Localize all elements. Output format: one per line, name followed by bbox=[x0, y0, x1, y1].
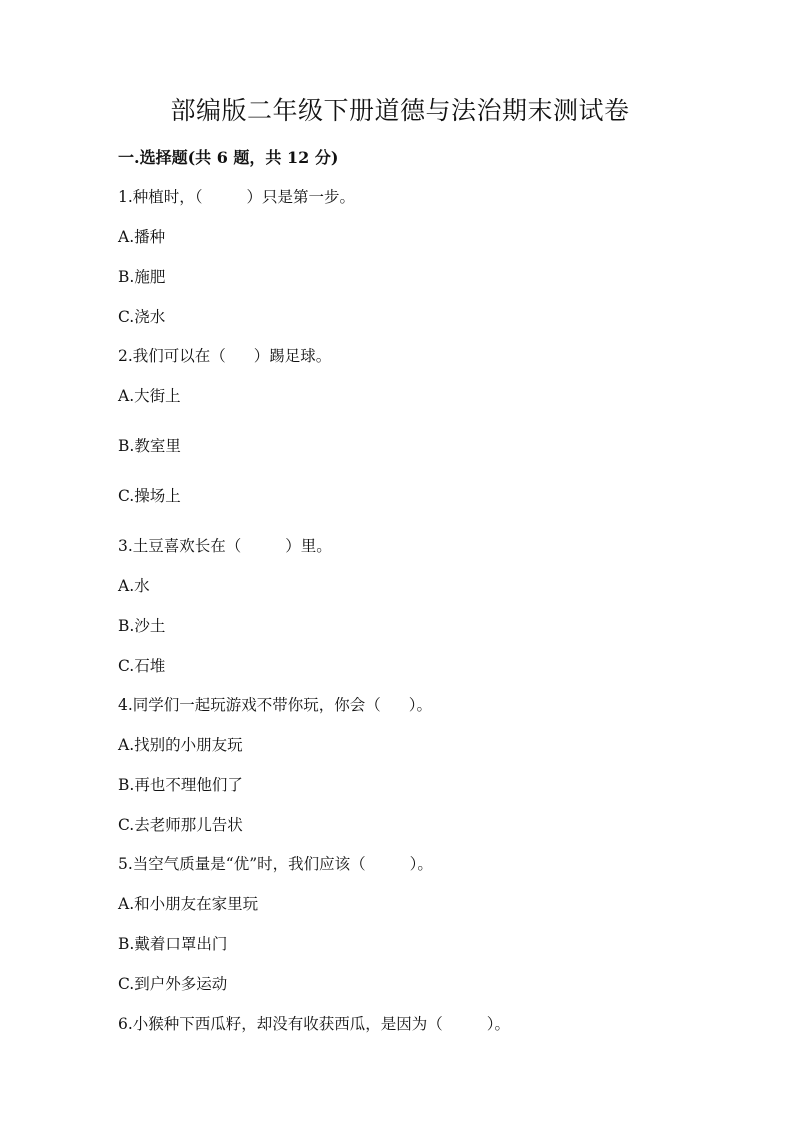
question-2-option-c: C.操场上 bbox=[118, 487, 181, 505]
section-heading: 一.选择题(共 6 题，共 12 分) bbox=[118, 148, 339, 167]
question-5-stem: 5.当空气质量是“优”时，我们应该（ ）。 bbox=[118, 855, 433, 873]
question-2-option-a: A.大街上 bbox=[118, 387, 181, 405]
question-5-option-b: B.戴着口罩出门 bbox=[118, 935, 228, 953]
question-2-stem: 2.我们可以在（ ）踢足球。 bbox=[118, 347, 332, 365]
question-2-option-b: B.教室里 bbox=[118, 437, 181, 455]
question-3-option-a: A.水 bbox=[118, 577, 150, 595]
question-4-option-c: C.去老师那儿告状 bbox=[118, 816, 243, 834]
question-4-stem: 4.同学们一起玩游戏不带你玩，你会（ ）。 bbox=[118, 696, 433, 714]
question-3-option-c: C.石堆 bbox=[118, 657, 166, 675]
question-1-stem: 1.种植时，（ ）只是第一步。 bbox=[118, 188, 356, 206]
question-1-option-a: A.播种 bbox=[118, 228, 166, 246]
question-4-option-b: B.再也不理他们了 bbox=[118, 776, 243, 794]
question-5-option-a: A.和小朋友在家里玩 bbox=[118, 895, 259, 913]
question-6-stem: 6.小猴种下西瓜籽，却没有收获西瓜，是因为（ ）。 bbox=[118, 1015, 511, 1033]
question-5-option-c: C.到户外多运动 bbox=[118, 975, 228, 993]
question-3-stem: 3.土豆喜欢长在（ ）里。 bbox=[118, 537, 332, 555]
question-1-option-b: B.施肥 bbox=[118, 268, 166, 286]
question-4-option-a: A.找别的小朋友玩 bbox=[118, 736, 243, 754]
question-1-option-c: C.浇水 bbox=[118, 308, 166, 326]
exam-title: 部编版二年级下册道德与法治期末测试卷 bbox=[170, 96, 630, 125]
question-3-option-b: B.沙土 bbox=[118, 617, 166, 635]
